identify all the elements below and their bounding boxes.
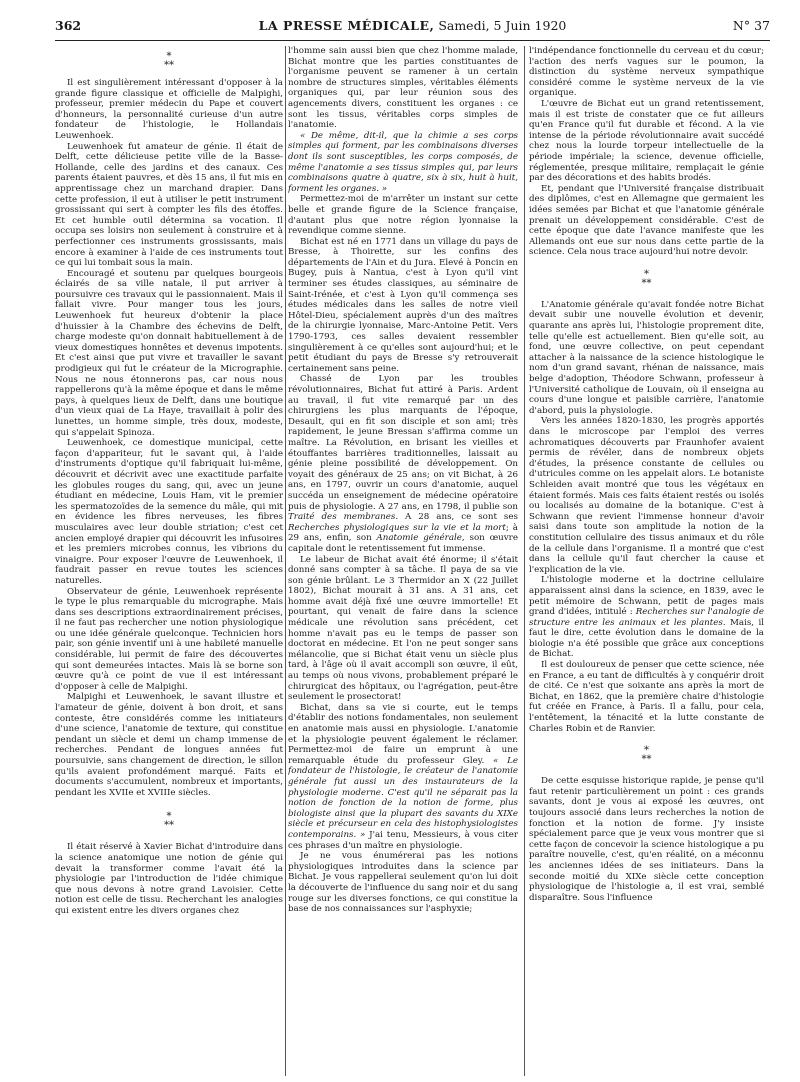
paragraph: Et, pendant que l'Université française distribuait des diplômes, c'est en Allemagne que germaient les idées semées par Bichat et que l'anatomie générale prenait un développement considérable. C'est de cette époque que date l'avance manifeste que les Allemands ont eue sur nous dans cette partie de la science. Cela nous trace aujourd'hui notre devoir.	[529, 183, 764, 258]
paragraph: Leuwenhoek, ce domestique municipal, cette façon d'appariteur, fut le savant qui, à l'aide d'instruments d'optique qu'il fabriquait lui-même, découvrit et décrivit avec une exactitude parfaite les globules rouges du sang, qui, avec un jeune étudiant en médecine, Louis Ham, vit le premier les spermatozoïdes de la semence du mâle, qui mit en évidence les fibres nerveuses, les fibres musculaires avec leur double striation; c'est cet ancien employé drapier qui découvrit les infusoires et les premiers microbes connus, les vibrions du vinaigre. Pour exposer l'œuvre de Leuwenhoek, il faudrait passer en revue toutes les sciences naturelles.	[55, 438, 283, 586]
column-1	[55, 46, 283, 1076]
column-3	[529, 46, 764, 1076]
paragraph: Permettez-moi de m'arrêter un instant sur cette belle et grande figure de la Science française, d'autant plus que notre région lyonnaise la revendique comme sienne.	[288, 194, 518, 237]
text-run: J'ai tenu, Messieurs, à vous citer ces phrases d'un maître en physiologie.	[288, 829, 518, 851]
column-2	[288, 46, 518, 1076]
section-ornament: * **	[164, 51, 174, 71]
quotation	[288, 131, 518, 195]
text-run: Bichat, dans sa vie si courte, eut le temps d'établir des notions fondamentales, non seulement en anatomie mais aussi en physiologie. L'anatomie et la physiologie peuvent également le réclamer. Permettez-moi de faire un emprunt à une remarquable étude du professeur Gley.	[288, 702, 518, 766]
book-title: Anatomie générale	[376, 533, 462, 544]
page-header	[55, 18, 770, 41]
paragraph: L'Anatomie générale qu'avait fondée notre Bichat devait subir une nouvelle évolution et devenir, quarante ans après lui, l'histologie proprement dite, telle qu'elle est actuellement. Bien qu'elle soit, au fond, une œuvre collective, on peut cependant attacher à la naissance de la science histologique le nom d'un grand savant, rhénan de naissance, mais belge d'adoption, Théodore Schwann, professeur à l'Université catholique de Louvain, où il enseigna au cours d'une longue et paisible carrière, l'anatomie d'abord, puis la physiologie.	[529, 299, 764, 416]
book-title: Traité des membranes	[288, 512, 396, 523]
masthead	[55, 18, 770, 33]
column-rule	[524, 46, 525, 1076]
text-run: L'histologie moderne et la doctrine cellulaire apparaissent ainsi dans la science, en 1839, avec le petit mémoire de Schwann, petit de pages mais grand d'idées, intitulé :	[529, 575, 764, 618]
page-number: 362	[55, 18, 82, 33]
paragraph: Leuwenhoek fut amateur de génie. Il était de Delft, cette délicieuse petite ville de la Basse-Hollande, celle des jardins et des canaux. Ces parents étaient pauvres, et dès 15 ans, il fut mis en apprentissage chez un marchand drapier. Dans cette profession, il eut à utiliser le petit instrument grossissant qui sert à compter les fils des étoffes. Et cet humble outil détermina sa vocation. Il occupa ses loisirs non seulement à construire et à perfectionner ces instruments grossissants, mais encore à examiner à l'aide de ces instruments tout ce qui lui tombait sous la main.	[55, 141, 283, 269]
paragraph: Je ne vous énumérerai pas les notions physiologiques introduites dans la science par Bichat. Je vous rappellerai seulement qu'on lui doit la découverte de l'influence du sang noir et du sang rouge sur les diverses fonctions, ce qui constitue la base de nos connaissances sur l'asphyxie;	[288, 851, 518, 915]
paragraph: Il est singulièrement intéressant d'opposer à la grande figure classique et officielle de Malpighi, professeur, premier médecin du Pape et couvert d'honneurs, la personnalité curieuse d'un autre fondateur de l'histologie, le Hollandais Leuwenhoek.	[55, 78, 283, 141]
paragraph: Il était réservé à Xavier Bichat d'introduire dans la science anatomique une notion de génie qui devait la transformer comme l'avait été la physiologie par l'introduction de l'idée chimique que nous devons à notre grand Lavoisier. Cette notion est celle de tissu. Recherchant les analogies qui existent entre les divers organes chez	[55, 842, 283, 916]
text-run: , son œuvre capitale dont le retentissement fut immense.	[288, 533, 518, 554]
paragraph: L'œuvre de Bichat eut un grand retentissement, mais il est triste de constater que ce fut ailleurs qu'en France qu'il fut durable et fécond. A la vie intense de la période révolutionnaire avait succédé chez nous la lourde torpeur intellectuelle de la période impériale; la science, devenue officielle, réglementée, presque militaire, remplaçait le génie par des décorations et des habits brodés.	[529, 98, 764, 184]
text-run: . A 28 ans, ce sont ses	[395, 512, 518, 523]
section-ornament: * **	[641, 745, 652, 766]
paragraph: Observateur de génie, Leuwenhoek représente le type le plus remarquable du micrographe. Mais dans ses descriptions extraordinairement précises, il ne faut pas rechercher une notion physiologique ou une idée générale quelconque. Technicien hors pair, son génie inventif uni à une habileté manuelle considérable, lui permit de faire des découvertes qui sont demeurées intactes. Mais là se borne son œuvre qu'à ce point de vue il est intéressant d'opposer à celle de Malpighi.	[55, 586, 283, 692]
text-run: ; à 29 ans, enfin, son	[288, 522, 518, 544]
column-rule	[285, 46, 286, 1076]
quotation-text: « Le fondateur de l'histologie, le créateur de l'anatomie générale fut aussi un des instaurateurs de la physiologie moderne. C'est qu'il ne séparait pas la notion de fonction de la notion de forme, plus biologiste ainsi que la plupart des savants du XIXe siècle et précurseur en cela des histophysiologistes contemporains. »	[288, 755, 518, 840]
section-ornament: * **	[164, 811, 174, 832]
paragraph: De cette esquisse historique rapide, je pense qu'il faut retenir particulièrement un point : ces grands savants, dont je vous ai exposé les œuvres, ont toujours associé dans leurs recherches la notion de fonction et la notion de forme. J'y insiste spécialement parce que je veux vous montrer que si cette façon de concevoir la science histologique a pu paraître nouvelle, c'est, qu'en réalité, on a méconnu les anciennes idées de ses initiateurs. Dans la seconde moitié du XIXe siècle cette conception physiologique de l'histologie a, il est vrai, semblé disparaître. Sous l'influence	[529, 776, 764, 903]
journal-title: LA PRESSE MÉDICALE,	[258, 18, 435, 33]
paragraph	[288, 703, 518, 851]
issue-date: Samedi, 5 Juin 1920	[438, 18, 567, 33]
paragraph: Malpighi et Leuwenhoek, le savant illustre et l'amateur de génie, doivent à bon droit, et sans conteste, être considérés comme les initiateurs d'une science, l'anatomie de texture, qui constitue pendant un siècle et demi un champ immense de recherches. Pendant de longues années fut poursuivie, sans changement de direction, le sillon qu'ils avaient profondément marqué. Faits et documents s'accumulent, nombreux et importants, pendant les XVIIe et XVIIIe siècles.	[55, 692, 283, 798]
book-title: Recherches physiologiques sur la vie et la mort	[288, 522, 506, 533]
paragraph: Le labeur de Bichat avait été énorme; il s'était donné sans compter à sa tâche. Il paya de sa vie son génie brûlant. Le 3 Thermidor an X (22 Juillet 1802), Bichat mourait à 31 ans. A 31 ans, cet homme avait déjà fixé une œuvre immortelle! Et pourtant, qui venait de faire dans la science médicale une révolution sans précédent, cet homme n'avait pas eu le temps de passer son doctorat en médecine. Et l'on ne peut songer sans mélancolie, que si Bichat était venu un siècle plus tard, à l'âge où il avait accompli son œuvre, il eût, au temps où nous vivons, probablement préparé le chirurgicat des hôpitaux, ou l'agrégation, peut-être seulement le prosectorat!	[288, 554, 518, 703]
paragraph: l'indépendance fonctionnelle du cerveau et du cœur; l'action des nerfs vagues sur le poumon, la distinction du système nerveux sympathique considéré comme le système nerveux de la vie organique.	[529, 46, 764, 99]
paragraph: Bichat est né en 1771 dans un village du pays de Bresse, à Thoirette, sur les confins des départements de l'Ain et du Jura. Elevé à Poncin en Bugey, puis à Nantua, c'est à Lyon qu'il vint terminer ses études classiques, au séminaire de Saint-Irénée, et c'est à Lyon qu'il commença ses études médicales dans les salles de notre vieil Hôtel-Dieu, spécialement auprès d'un des maîtres de la chirurgie lyonnaise, Marc-Antoine Petit. Vers 1790-1793, ces salles devaient ressembler singulièrement à ce qu'elles sont aujourd'hui; et le petit étudiant du pays de Bresse s'y retrouverait certainement sans peine.	[288, 236, 518, 374]
issue-number: N° 37	[732, 18, 770, 33]
paragraph	[529, 575, 764, 660]
text-run: . Mais, il faut le dire, cette évolution dans le domaine de la biologie n'a été possible que grâce aux conceptions de Bichat.	[529, 617, 764, 660]
text-run: Chassé de Lyon par les troubles révolutionnaires, Bichat fut attiré à Paris. Ardent au travail, il fut vite remarqué par un des chirurgiens les plus marquants de l'époque, Desault, qui en fit son disciple et son ami; très rapidement, le jeune Bressan s'affirma comme un maître. La Révolution, en brisant les vieilles et étouffantes barrières traditionnelles, laissait au génie pleine possibilité de développement. On voyait des généraux de 25 ans; on vit Bichat, à 26 ans, en 1797, ouvrir un cours d'anatomie, auquel succéda un enseignement de médecine opératoire puis de physiologie. A 27 ans, en 1798, il publie son	[288, 374, 518, 512]
paragraph: Vers les années 1820-1830, les progrès apportés dans le microscope par l'emploi des verres achromatiques découverts par Fraunhofer avaient permis de révéler, dans de nombreux objets d'études, la présence constante de cellules ou d'utricules comme on les appelait alors. Le botaniste Schleiden avait montré que tous les végétaux en étaient formés. Mais ces faits étaient restés ou isolés ou localisés au domaine de la botanique. C'est à Schwann que revient l'immense honneur d'avoir saisi dans toute son amplitude la notion de la constitution cellulaire des tissus animaux et du rôle de la cellule dans l'organisme. Il a montré que c'est dans la cellule qu'il faut chercher la cause et l'explication de la vie.	[529, 416, 764, 575]
book-title: Recherches sur l'analogie de structure entre les animaux et les plantes	[529, 607, 764, 628]
quotation-text: « De même, dit-il, que la chimie a ses corps simples qui forment, par les combinaisons diverses dont ils sont susceptibles, les corps composés, de même l'anatomie a ses tissus simples qui, par leurs combinaisons quatre à quatre, six à six, huit à huit, forment les organes. »	[288, 130, 518, 194]
paragraph: l'homme sain aussi bien que chez l'homme malade, Bichat montre que les parties constituantes de l'organisme peuvent se ramener à un certain nombre de structures simples, véritables éléments organiques qui, par leur réunion sous des agencements divers, constituent les organes : ce sont les tissus, véritables corps simples de l'anatomie.	[288, 46, 518, 131]
paragraph: Encouragé et soutenu par quelques bourgeois éclairés de sa ville natale, il put arriver à poursuivre ces travaux qui le passionnaient. Mais il fallait vivre. Pour manger tous les jours, Leuwenhoek fut heureux d'obtenir la place d'huissier à la Chambre des échevins de Delft, charge modeste qu'on donnait habituellement à de vieux domestiques honnêtes et devenus impotents. Et c'est ainsi que put vivre et travailler le savant prodigieux qui fut le créateur de la Micrographie. Nous ne nous étonnerons pas, car nous nous rappellerons qu'à la même époque et dans le même pays, à quelques lieux de Delft, dans une boutique d'un vieux quai de La Haye, travaillait à polir des lunettes, un homme simple, très doux, modeste, qui s'appelait Spinoza.	[55, 268, 283, 438]
section-ornament: * **	[641, 268, 652, 289]
paragraph	[288, 374, 518, 554]
paragraph: Il est douloureux de penser que cette science, née en France, a eu tant de difficultés à y conquérir droit de cité. Ce n'est que soixante ans après la mort de Bichat, en 1862, que la première chaire d'histologie fut créée en France, à Paris. Il a fallu, pour cela, l'entêtement, la ténacité et la lutte constante de Charles Robin et de Ranvier.	[529, 660, 764, 734]
